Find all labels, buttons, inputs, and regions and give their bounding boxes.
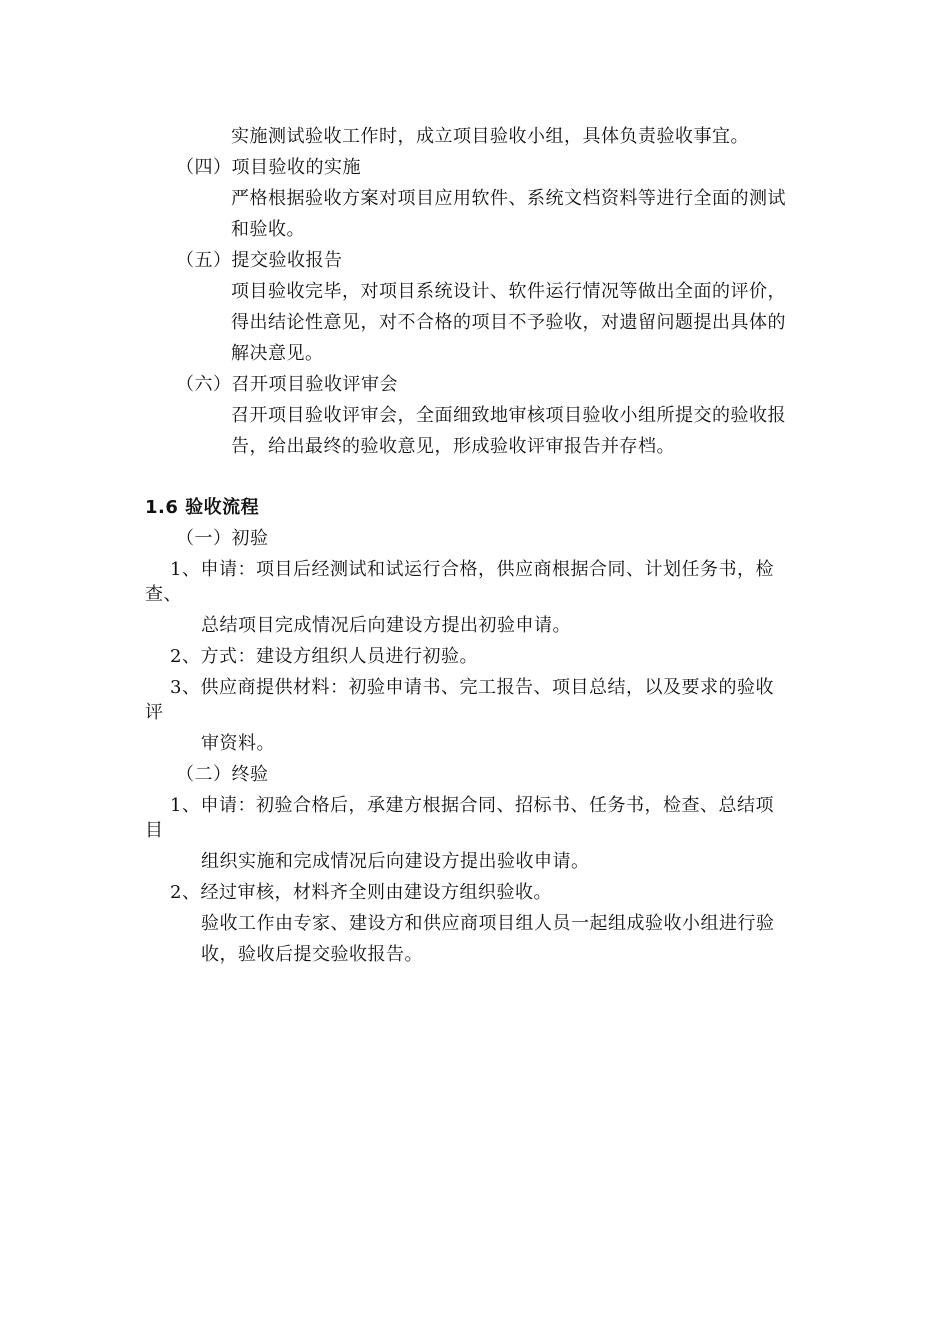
- paragraph-line: 总结项目完成情况后向建设方提出初验申请。: [201, 615, 571, 636]
- paragraph-line: 和验收。: [231, 219, 305, 240]
- list-item: 2、方式：建设方组织人员进行初验。: [170, 646, 478, 667]
- paragraph-line: 实施测试验收工作时，成立项目验收小组，具体负责验收事宜。: [231, 126, 749, 147]
- subheading-final-acceptance: （二）终验: [176, 764, 269, 785]
- paragraph-line: 收，验收后提交验收报告。: [201, 944, 423, 965]
- list-item: 2、经过审核，材料齐全则由建设方组织验收。: [170, 882, 552, 903]
- subheading-five: （五）提交验收报告: [176, 250, 343, 271]
- paragraph-line: 得出结论性意见，对不合格的项目不予验收，对遗留问题提出具体的: [231, 312, 786, 333]
- paragraph-line: 解决意见。: [231, 343, 324, 364]
- list-item-wrap: 目: [145, 820, 164, 841]
- paragraph-line: 告，给出最终的验收意见，形成验收评审报告并存档。: [231, 436, 675, 457]
- paragraph-line: 组织实施和完成情况后向建设方提出验收申请。: [201, 851, 590, 872]
- section-heading: 1.6 验收流程: [145, 497, 260, 518]
- subheading-four: （四）项目验收的实施: [176, 157, 361, 178]
- paragraph-line: 召开项目验收评审会，全面细致地审核项目验收小组所提交的验收报: [231, 405, 786, 426]
- list-item: 1、申请：初验合格后，承建方根据合同、招标书、任务书，检查、总结项: [170, 795, 774, 816]
- list-item: 3、供应商提供材料：初验申请书、完工报告、项目总结，以及要求的验收: [170, 677, 774, 698]
- list-item: 1、申请：项目后经测试和试运行合格，供应商根据合同、计划任务书，检: [170, 559, 774, 580]
- list-item-wrap: 评: [145, 702, 164, 723]
- paragraph-line: 审资料。: [201, 733, 275, 754]
- subheading-six: （六）召开项目验收评审会: [176, 374, 398, 395]
- paragraph-line: 项目验收完毕，对项目系统设计、软件运行情况等做出全面的评价，: [231, 281, 786, 302]
- list-item-wrap: 查、: [145, 584, 182, 605]
- paragraph-line: 严格根据验收方案对项目应用软件、系统文档资料等进行全面的测试: [231, 188, 786, 209]
- subheading-initial-acceptance: （一）初验: [176, 528, 269, 549]
- paragraph-line: 验收工作由专家、建设方和供应商项目组人员一起组成验收小组进行验: [201, 913, 775, 934]
